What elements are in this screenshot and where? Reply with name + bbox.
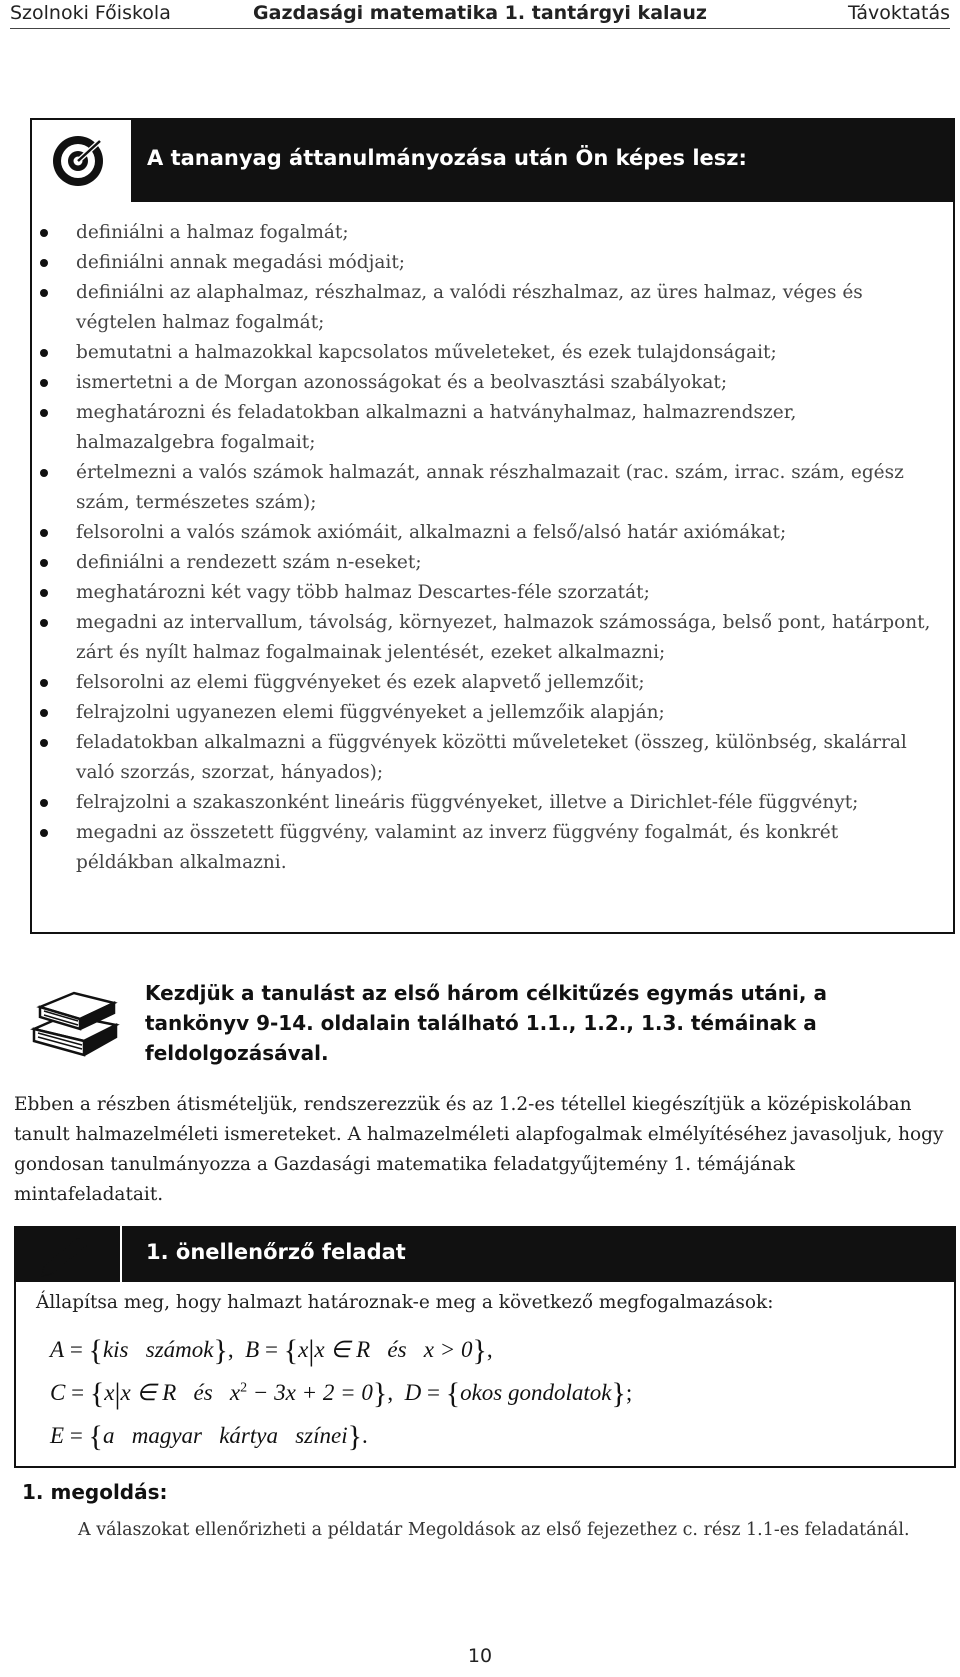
task-box — [14, 1282, 956, 1468]
objective-item: bemutatni a halmazokkal kapcsolatos műveleteket, és ezek tulajdonságait; — [32, 338, 953, 368]
task-header — [14, 1226, 956, 1282]
objective-item: definiálni annak megadási módjait; — [32, 248, 953, 278]
math-line-e: E = {a magyar kártya színei}. — [50, 1420, 368, 1453]
set-c-condition: x ∈ R és x — [120, 1380, 241, 1405]
header-course-title: Gazdasági matematika 1. tantárgyi kalauz — [253, 2, 707, 24]
objective-item: értelmezni a valós számok halmazát, annak részhalmazait (rac. szám, irrac. szám, egész szám, természetes szám); — [32, 458, 953, 518]
objectives-box — [30, 118, 955, 934]
pencil-icon — [14, 1226, 114, 1282]
objectives-icon-cell — [32, 120, 133, 202]
task-icon-cell — [14, 1226, 122, 1282]
objective-item: definiálni az alaphalmaz, részhalmaz, a valódi részhalmaz, az üres halmaz, véges és végtelen halmaz fogalmát; — [32, 278, 953, 338]
study-callout: Kezdjük a tanulást az első három célkitűzés egymás utáni, a tankönyv 9-14. oldalain található 1.1., 1.2., 1.3. témáinak a feldolgozásával. — [145, 981, 827, 1065]
books-icon — [30, 985, 120, 1057]
intro-paragraph: Ebben a részben átismételjük, rendszerezzük és az 1.2-es tétellel kiegészítjük a középiskolában tanult halmazelméleti ismereteket. A halmazelméleti alapfogalmak elmélyítéséhez javasoljuk, hogy gondosan tanulmányozza a Gazdasági matematika feladatgyűjtemény 1. témájának mintafeladatait. — [14, 1094, 944, 1205]
set-d-name: D — [404, 1380, 422, 1405]
solution-title: 1. megoldás: — [22, 1480, 168, 1504]
set-e-name: E — [50, 1423, 65, 1448]
objectives-list — [32, 218, 953, 878]
set-b-var: x — [298, 1337, 309, 1362]
set-b-condition: x ∈ R és x > 0 — [314, 1337, 473, 1362]
objective-item: meghatározni és feladatokban alkalmazni a hatványhalmaz, halmazrendszer, halmazalgebra fogalmait; — [32, 398, 953, 458]
objective-item: megadni az intervallum, távolság, környezet, halmazok számossága, belső pont, határpont, zárt és nyílt halmaz fogalmainak jelentését, ezeket alkalmazni; — [32, 608, 953, 668]
set-c-var: x — [104, 1380, 115, 1405]
set-e-content: a magyar kártya színei — [102, 1423, 348, 1448]
task-title: 1. önellenőrző feladat — [146, 1240, 406, 1264]
objective-item: definiálni a rendezett szám n-eseket; — [32, 548, 953, 578]
set-c-condition-rest: − 3x + 2 = 0 — [247, 1380, 373, 1405]
objective-item: felrajzolni ugyanezen elemi függvényeket a jellemzőik alapján; — [32, 698, 953, 728]
objective-item: felsorolni a valós számok axiómáit, alkalmazni a felső/alsó határ axiómákat; — [32, 518, 953, 548]
objective-item: ismertetni a de Morgan azonosságokat és a beolvasztási szabályokat; — [32, 368, 953, 398]
set-a-name: A — [50, 1337, 65, 1362]
task-prompt: Állapítsa meg, hogy halmazt határoznak-e meg a következő megfogalmazások: — [36, 1292, 774, 1313]
page-number: 10 — [467, 1645, 493, 1667]
set-b-name: B — [245, 1337, 260, 1362]
set-a-content: kis számok — [102, 1337, 214, 1362]
header-institution: Szolnoki Főiskola — [10, 2, 171, 24]
set-c-name: C — [50, 1380, 66, 1405]
target-icon — [38, 133, 126, 189]
objective-item: felsorolni az elemi függvényeket és ezek alapvető jellemzőit; — [32, 668, 953, 698]
math-line-ab: A = {kis számok}, B = {x|x ∈ R és x > 0}, — [50, 1334, 493, 1367]
solution-text: A válaszokat ellenőrizheti a példatár Megoldások az első fejezethez c. rész 1.1-es feladatánál. — [78, 1520, 910, 1540]
objectives-header — [32, 120, 953, 202]
objective-item: meghatározni két vagy több halmaz Descartes-féle szorzatát; — [32, 578, 953, 608]
objectives-title: A tananyag áttanulmányozása után Ön képes lesz: — [147, 146, 747, 170]
set-d-content: okos gondolatok — [460, 1380, 612, 1405]
math-line-cd: C = {x|x ∈ R és $x^2 - 3x + 2 = 0$}, D = {okos gondolatok}; — [50, 1377, 633, 1410]
set-c-exponent: 2 — [240, 1380, 248, 1396]
running-header — [10, 0, 950, 29]
objective-item: definiálni a halmaz fogalmát; — [32, 218, 953, 248]
objective-item: feladatokban alkalmazni a függvények közötti műveleteket (összeg, különbség, skalárral való szorzás, szorzat, hányados); — [32, 728, 953, 788]
header-mode: Távoktatás — [847, 2, 950, 24]
objective-item: megadni az összetett függvény, valamint az inverz függvény fogalmát, és konkrét példákban alkalmazni. — [32, 818, 953, 878]
objective-item: felrajzolni a szakaszonként lineáris függvényeket, illetve a Dirichlet-féle függvényt; — [32, 788, 953, 818]
